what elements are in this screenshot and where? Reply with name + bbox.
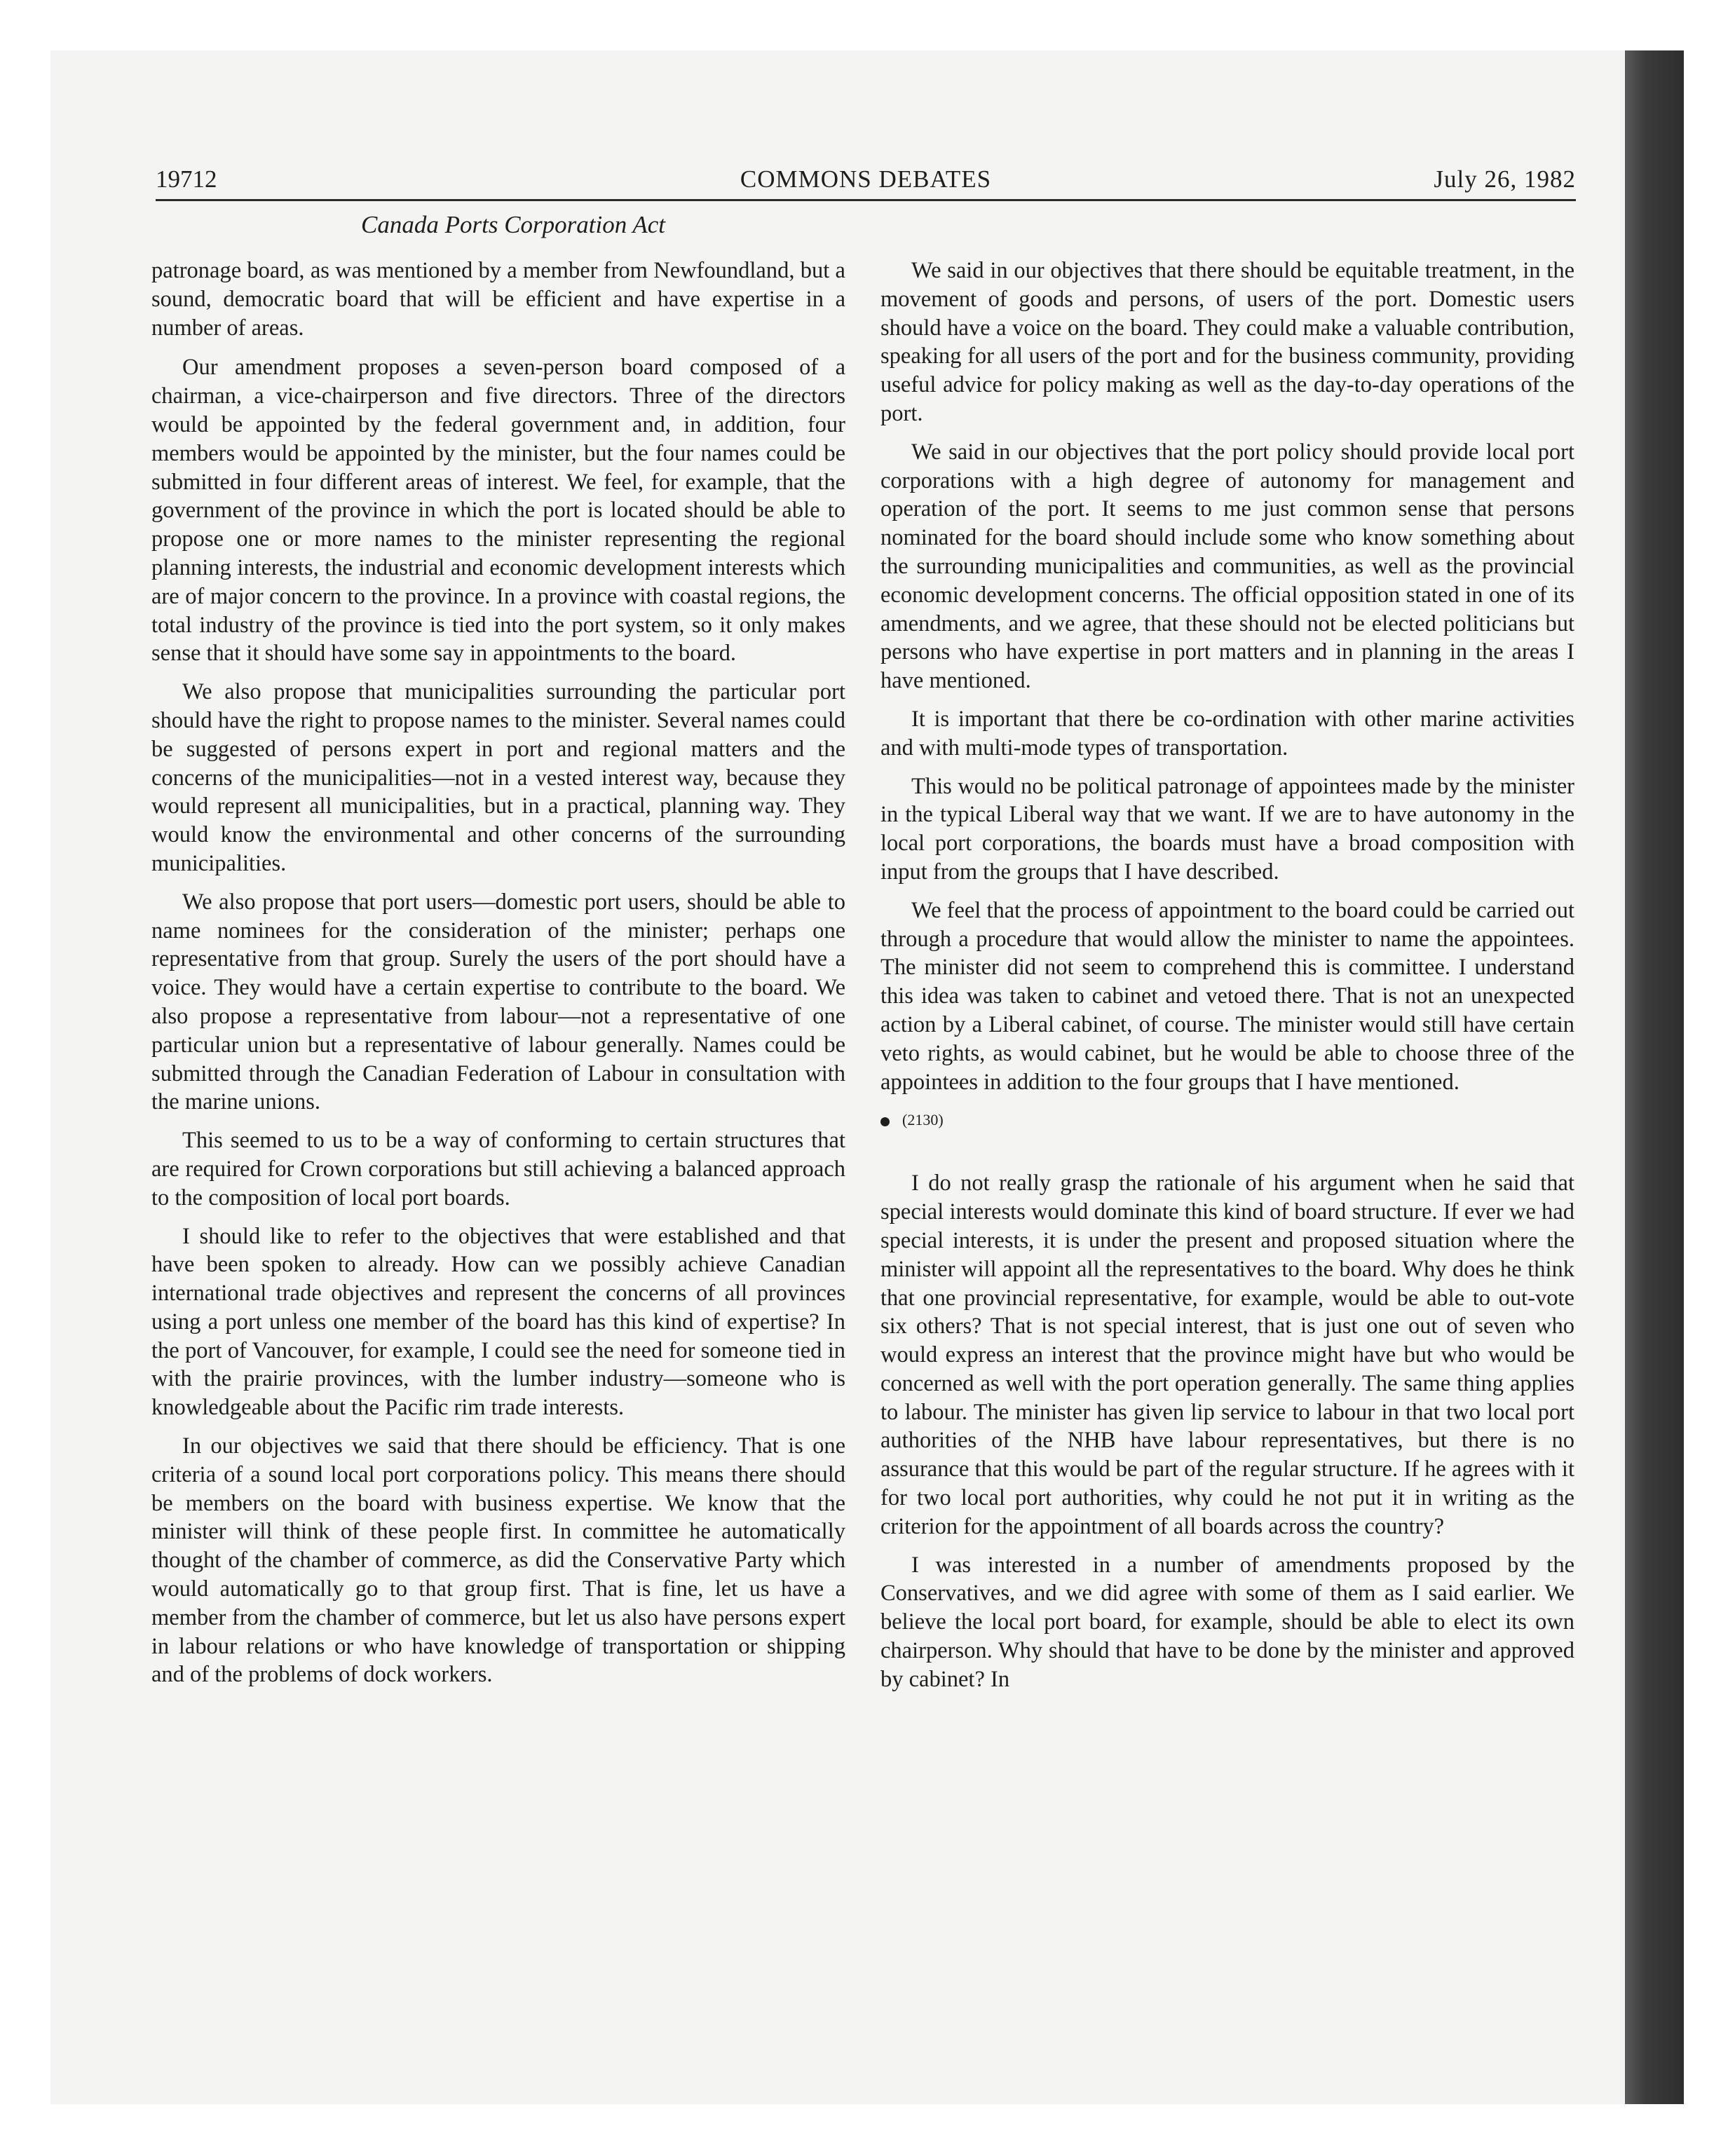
paragraph: We also propose that municipalities surrounding the particular port should have the right to propose names to the minister. Several names could be suggested of persons expert in port and regional matters and the concerns of the municipalities—not in a vested interest way, because they would represent all municipalities, but in a practical, planning way. They would know the environmental and other concerns of the surrounding municipalities. bbox=[151, 679, 845, 876]
paragraph: I was interested in a number of amendments proposed by the Conservatives, and we did agree with some of them as I said earlier. We believe the local port board, for example, should be able to elect its own chairperson. Why should that have to be done by the minister and approved by cabinet? In bbox=[880, 1552, 1574, 1692]
running-title: Canada Ports Corporation Act bbox=[361, 211, 665, 238]
paragraph: We feel that the process of appointment to the board could be carried out through a procedure that would allow the minister to name the appointees. The minister did not seem to comprehend this is committee. I understand this idea was taken to cabinet and vetoed there. That is not an unexpected action by a Liberal cabinet, of course. The minister would still have certain veto rights, as would cabinet, but he would be able to choose three of the appointees in addition to the four groups that I have mentioned. bbox=[880, 897, 1574, 1095]
time-marker-label: (2130) bbox=[902, 1111, 944, 1129]
paragraph: I should like to refer to the objectives that were established and that have been spoken to already. How can we possibly achieve Canadian international trade objectives and represent the concerns of all provinces using a port unless one member of the board has this kind of expertise? In the port of Vancouver, for example, I could see the need for someone tied in with the prairie provinces, with the lumber industry—someone who is knowledgeable about the Pacific rim trade interests. bbox=[151, 1223, 845, 1421]
paragraph: This seemed to us to be a way of conforming to certain structures that are required for Crown corporations but still achieving a balanced approach to the composition of local port boards. bbox=[151, 1128, 845, 1210]
paragraph: We said in our objectives that the port policy should provide local port corporations with a high degree of autonomy for management and operation of the port. It seems to me just common sense that persons nominated for the board should include some who know something about the surrounding municipalities and communities, as well as the provincial economic development concerns. The official opposition stated in one of its amendments, and we agree, that these should not be elected politicians but persons who have expertise in port matters and in planning in the areas I have mentioned. bbox=[880, 439, 1574, 694]
paragraph: We said in our objectives that there should be equitable treatment, in the movement of goods and persons, of users of the port. Domestic users should have a voice on the board. They could make a valuable contribution, speaking for all users of the port and for the business community, providing useful advice for policy making as well as the day-to-day operations of the port. bbox=[880, 258, 1574, 426]
paragraph: Our amendment proposes a seven-person board composed of a chairman, a vice-chairperson and five directors. Three of the directors would be appointed by the federal government and, in addition, four members would be appointed by the minister, but the four names could be submitted in four different areas of interest. We feel, for example, that the government of the province in which the port is located should be able to propose one or more names to the minister representing the regional planning interests, the industrial and economic development interests which are of major concern to the province. In a province with coastal regions, the total industry of the province is tied into the port system, so it only makes sense that it should have some say in appointments to the board. bbox=[151, 355, 845, 667]
time-marker bbox=[880, 1106, 1574, 1134]
scan-edge-shadow bbox=[1625, 50, 1684, 2104]
left-column bbox=[151, 257, 845, 1699]
paragraph: This would no be political patronage of appointees made by the minister in the typical Liberal way that we want. If we are to have autonomy in the local port corporations, the boards must have a broad composition with input from the groups that I have described. bbox=[880, 773, 1574, 885]
right-column bbox=[880, 257, 1574, 1704]
paragraph: I do not really grasp the rationale of his argument when he said that special interests would dominate this kind of board structure. If ever we had special interests, it is under the present and proposed situation where the minister will appoint all the representatives to the board. Why does he think that one provincial representative, for example, would be able to out-vote six others? That is not special interest, that is just one out of seven who would express an interest that the province might have but who would be concerned as well with the port operation generally. The same thing applies to labour. The minister has given lip service to labour in that two local port authorities of the NHB have labour representatives, but there is no assurance that this would be part of the regular structure. If he agrees with it for two local port authorities, why could he not put it in writing as the criterion for the appointment of all boards across the country? bbox=[880, 1171, 1574, 1539]
paragraph: It is important that there be co-ordination with other marine activities and with multi-mode types of transportation. bbox=[880, 706, 1574, 760]
page-header bbox=[156, 160, 1576, 201]
publication-title: COMMONS DEBATES bbox=[740, 165, 992, 193]
paragraph: patronage board, as was mentioned by a member from Newfoundland, but a sound, democratic board that will be efficient and have expertise in a number of areas. bbox=[151, 258, 845, 341]
page-number: 19712 bbox=[156, 165, 217, 193]
paragraph: In our objectives we said that there should be efficiency. That is one criteria of a sound local port corporations policy. This means there should be members on the board with business expertise. We know that the minister will think of these people first. In committee he automatically thought of the chamber of commerce, as did the Conservative Party which would automatically go to that group first. That is fine, let us have a member from the chamber of commerce, but let us also have persons expert in labour relations or who have knowledge of transportation or shipping and of the problems of dock workers. bbox=[151, 1433, 845, 1688]
page-date: July 26, 1982 bbox=[1434, 165, 1576, 193]
bullet-icon bbox=[880, 1117, 890, 1126]
paragraph: We also propose that port users—domestic port users, should be able to name nominees for the consideration of the minister; perhaps one representative from that group. Surely the users of the port should have a voice. They would have a certain expertise to contribute to the board. We also propose a representative from labour—not a representative of one particular union but a representative of labour generally. Names could be submitted through the Canadian Federation of Labour in consultation with the marine unions. bbox=[151, 889, 845, 1115]
